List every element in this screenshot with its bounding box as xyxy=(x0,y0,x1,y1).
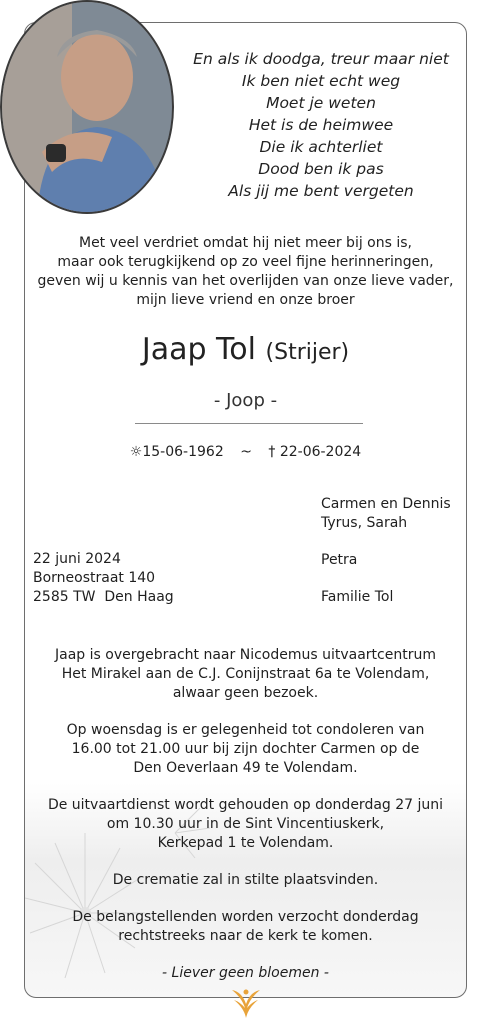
phoenix-logo-icon xyxy=(226,982,266,1022)
info-line: 16.00 tot 21.00 uur bij zijn dochter Carmen op de xyxy=(71,741,420,757)
birth-date: 15-06-1962 xyxy=(142,444,224,460)
maiden-name: (Strijer) xyxy=(265,340,350,365)
intro-text xyxy=(24,234,467,310)
family-line: Carmen en Dennis xyxy=(321,496,451,512)
poem-line: Als jij me bent vergeten xyxy=(228,182,414,200)
portrait-photo xyxy=(0,0,174,214)
poem-line: Die ik achterliet xyxy=(259,138,383,156)
info-paragraph xyxy=(24,908,467,946)
deceased-name xyxy=(24,330,467,373)
address-line: 22 juni 2024 xyxy=(33,551,121,567)
info-line: Op woensdag is er gelegenheid tot condoleren van xyxy=(66,722,425,738)
address-line: 2585 TW Den Haag xyxy=(33,589,174,605)
family-line: Familie Tol xyxy=(321,589,394,605)
info-line: alwaar geen bezoek. xyxy=(172,685,319,701)
name-text: Jaap Tol xyxy=(141,332,256,367)
poem-line: Ik ben niet echt weg xyxy=(241,72,401,90)
info-line: Kerkepad 1 te Volendam. xyxy=(157,835,334,851)
address-line: Borneostraat 140 xyxy=(33,570,156,586)
info-line: De uitvaartdienst wordt gehouden op donderdag 27 juni xyxy=(47,797,444,813)
info-line: Het Mirakel aan de C.J. Conijnstraat 6a te Volendam, xyxy=(61,666,430,682)
info-line: De belangstellenden worden verzocht donderdag xyxy=(72,909,419,925)
info-line: Den Oeverlaan 49 te Volendam. xyxy=(133,760,358,776)
family-line: Tyrus, Sarah xyxy=(321,515,408,531)
address-block xyxy=(33,550,174,607)
intro-line: geven wij u kennis van het overlijden van onze lieve vader, xyxy=(37,273,454,289)
portrait-image xyxy=(2,2,174,214)
divider-line xyxy=(135,423,363,424)
info-line: Jaap is overgebracht naar Nicodemus uitvaartcentrum xyxy=(55,647,436,663)
poem-line: Het is de heimwee xyxy=(248,116,394,134)
family-group xyxy=(321,588,451,607)
info-paragraph xyxy=(24,721,467,778)
poem-line: En als ik doodga, treur maar niet xyxy=(193,50,449,68)
info-paragraph xyxy=(24,871,467,890)
family-line: Petra xyxy=(321,552,358,568)
info-paragraph xyxy=(24,646,467,703)
family-group xyxy=(321,495,451,533)
death-date: 22-06-2024 xyxy=(279,444,362,460)
info-line: rechtstreeks naar de kerk te komen. xyxy=(118,928,373,944)
closing-note: - Liever geen bloemen - xyxy=(162,965,329,981)
cross-icon: † xyxy=(268,444,276,460)
date-separator: ~ xyxy=(240,444,252,460)
nickname: - Joop - xyxy=(213,390,278,411)
info-paragraph xyxy=(24,796,467,853)
intro-line: maar ook terugkijkend op zo veel fijne herinneringen, xyxy=(57,254,434,270)
sun-icon: ☼ xyxy=(129,444,143,460)
info-line: om 10.30 uur in de Sint Vincentiuskerk, xyxy=(106,816,385,832)
funeral-info xyxy=(24,646,467,983)
family-list xyxy=(321,495,451,625)
poem xyxy=(190,48,452,202)
family-group xyxy=(321,551,451,570)
poem-line: Moet je weten xyxy=(266,94,376,112)
intro-line: Met veel verdriet omdat hij niet meer bij ons is, xyxy=(78,235,412,251)
life-dates xyxy=(24,442,467,462)
poem-line: Dood ben ik pas xyxy=(258,160,384,178)
info-line: De crematie zal in stilte plaatsvinden. xyxy=(112,872,379,888)
intro-line: mijn lieve vriend en onze broer xyxy=(136,292,355,308)
